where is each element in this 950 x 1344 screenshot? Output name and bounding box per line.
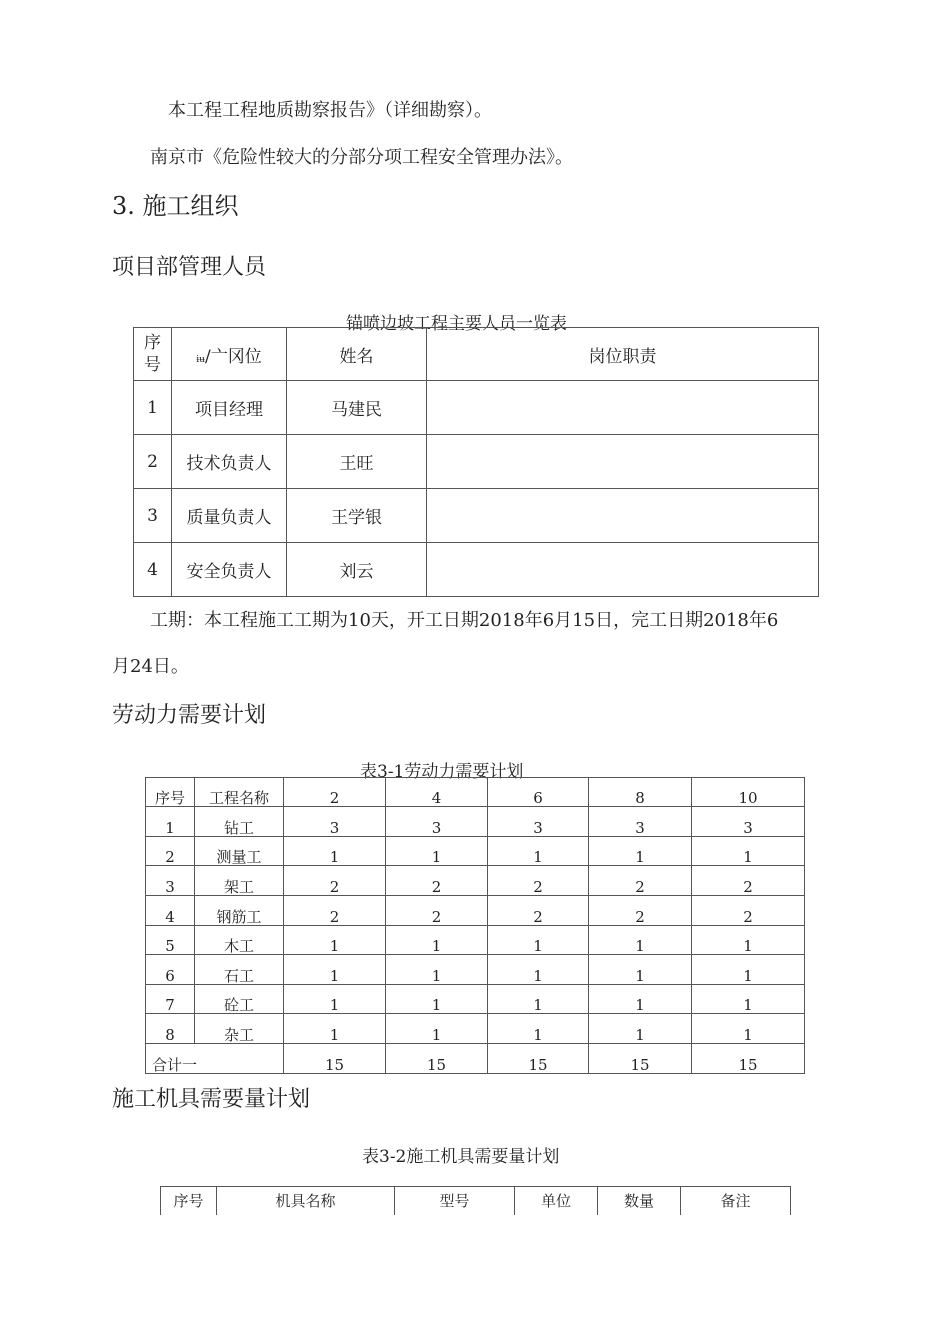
- text-line-regulation: 南京市《危险性较大的分部分项工程安全管理办法》。: [150, 147, 573, 168]
- machine-table-caption: 表3-2施工机具需要量计划: [362, 1147, 560, 1167]
- header-cell: 岗位职责: [427, 328, 819, 381]
- header-cell: 8: [589, 778, 692, 807]
- header-cell: ɨʉ/亠冈位: [172, 328, 287, 381]
- cell: 2: [284, 866, 386, 896]
- cell: 2: [692, 896, 805, 926]
- cell: 杂工: [195, 1014, 284, 1044]
- cell: 8: [146, 1014, 195, 1044]
- labor-table-caption: 表3-1劳动力需要计划: [360, 762, 524, 782]
- cell: 6: [146, 955, 195, 985]
- cell: 安全负责人: [172, 543, 287, 597]
- cell: 1: [692, 1014, 805, 1044]
- cell: 4: [146, 896, 195, 926]
- table-header-row: [146, 778, 805, 807]
- header-cell: 单位: [515, 1187, 598, 1215]
- cell: 刘云: [287, 543, 427, 597]
- heading-machine: 施工机具需要量计划: [112, 1087, 311, 1112]
- cell: 1: [134, 381, 172, 435]
- total-label: 合计一: [146, 1044, 284, 1074]
- cell: 1: [692, 985, 805, 1014]
- cell: 15: [692, 1044, 805, 1074]
- cell: 马建民: [287, 381, 427, 435]
- cell: 钻工: [195, 807, 284, 837]
- cell: 钢筋工: [195, 896, 284, 926]
- cell: 技术负责人: [172, 435, 287, 489]
- cell: 15: [488, 1044, 589, 1074]
- cell: 3: [692, 807, 805, 837]
- cell: 1: [488, 837, 589, 866]
- cell: 测量工: [195, 837, 284, 866]
- cell: 2: [589, 866, 692, 896]
- cell: 1: [386, 1014, 488, 1044]
- cell: 1: [589, 837, 692, 866]
- header-cell: 6: [488, 778, 589, 807]
- cell: 3: [488, 807, 589, 837]
- header-cell: 序 号: [134, 328, 172, 381]
- cell: 7: [146, 985, 195, 1014]
- header-cell: 2: [284, 778, 386, 807]
- cell: 砼工: [195, 985, 284, 1014]
- cell: 2: [488, 896, 589, 926]
- cell: 王学银: [287, 489, 427, 543]
- cell: [427, 543, 819, 597]
- header-cell: 序号: [146, 778, 195, 807]
- cell: 2: [692, 866, 805, 896]
- section-heading: 3. 施工组织: [112, 192, 239, 220]
- table-total-row: [146, 1044, 805, 1074]
- header-cell: 数量: [598, 1187, 681, 1215]
- machine-table: [160, 1186, 791, 1215]
- cell: 2: [284, 896, 386, 926]
- labor-table: [145, 777, 805, 1074]
- cell: 1: [692, 926, 805, 955]
- table-row: [134, 489, 819, 543]
- table-row: [134, 381, 819, 435]
- cell: [427, 381, 819, 435]
- cell: 王旺: [287, 435, 427, 489]
- table-row: [146, 955, 805, 985]
- staff-table: [133, 327, 819, 597]
- cell: 1: [488, 926, 589, 955]
- cell: [427, 435, 819, 489]
- table-row: [146, 807, 805, 837]
- cell: 1: [386, 837, 488, 866]
- cell: [427, 489, 819, 543]
- cell: 15: [589, 1044, 692, 1074]
- cell: 1: [284, 955, 386, 985]
- cell: 质量负责人: [172, 489, 287, 543]
- cell: 3: [146, 866, 195, 896]
- cell: 1: [386, 926, 488, 955]
- cell: 1: [386, 985, 488, 1014]
- cell: 2: [386, 896, 488, 926]
- cell: 3: [386, 807, 488, 837]
- staff-table-caption: 锚喷边坡工程主要人员一览表: [346, 314, 567, 334]
- cell: 1: [488, 955, 589, 985]
- table-row: [146, 866, 805, 896]
- cell: 1: [284, 837, 386, 866]
- header-cell: 姓名: [287, 328, 427, 381]
- cell: 2: [134, 435, 172, 489]
- table-header-row: [134, 328, 819, 381]
- header-cell: 机具名称: [217, 1187, 395, 1215]
- heading-labor: 劳动力需要计划: [112, 703, 267, 728]
- cell: 1: [284, 985, 386, 1014]
- cell: 2: [488, 866, 589, 896]
- cell: 1: [589, 926, 692, 955]
- header-cell: 工程名称: [195, 778, 284, 807]
- cell: 1: [488, 985, 589, 1014]
- cell: 1: [284, 926, 386, 955]
- table-row: [146, 985, 805, 1014]
- heading-staff: 项目部管理人员: [112, 255, 267, 280]
- cell: 1: [488, 1014, 589, 1044]
- table-row: [146, 896, 805, 926]
- cell: 2: [386, 866, 488, 896]
- text-line-report: 本工程工程地质勘察报告》（详细勘察）。: [168, 100, 492, 121]
- cell: 3: [134, 489, 172, 543]
- cell: 3: [589, 807, 692, 837]
- cell: 5: [146, 926, 195, 955]
- cell: 15: [386, 1044, 488, 1074]
- cell: 2: [146, 837, 195, 866]
- cell: 1: [386, 955, 488, 985]
- header-cell: 型号: [395, 1187, 515, 1215]
- cell: 1: [589, 955, 692, 985]
- cell: 1: [284, 1014, 386, 1044]
- text-schedule-line2: 月24日。: [112, 656, 189, 677]
- cell: 架工: [195, 866, 284, 896]
- header-cell: 序号: [161, 1187, 217, 1215]
- table-row: [146, 1014, 805, 1044]
- table-header-row: [161, 1187, 791, 1215]
- cell: 1: [692, 955, 805, 985]
- cell: 4: [134, 543, 172, 597]
- cell: 项目经理: [172, 381, 287, 435]
- header-cell: 备注: [681, 1187, 791, 1215]
- cell: 1: [692, 837, 805, 866]
- header-cell: 10: [692, 778, 805, 807]
- cell: 3: [284, 807, 386, 837]
- table-row: [146, 926, 805, 955]
- cell: 15: [284, 1044, 386, 1074]
- table-row: [134, 435, 819, 489]
- cell: 1: [146, 807, 195, 837]
- text-schedule-line1: 工期：本工程施工工期为10天，开工日期2018年6月15日，完工日期2018年6: [150, 610, 779, 631]
- header-cell: 4: [386, 778, 488, 807]
- garbled-prefix: ɨʉ: [196, 354, 205, 365]
- cell: 1: [589, 1014, 692, 1044]
- cell: 木工: [195, 926, 284, 955]
- cell: 石工: [195, 955, 284, 985]
- table-row: [146, 837, 805, 866]
- cell: 2: [589, 896, 692, 926]
- cell: 1: [589, 985, 692, 1014]
- table-row: [134, 543, 819, 597]
